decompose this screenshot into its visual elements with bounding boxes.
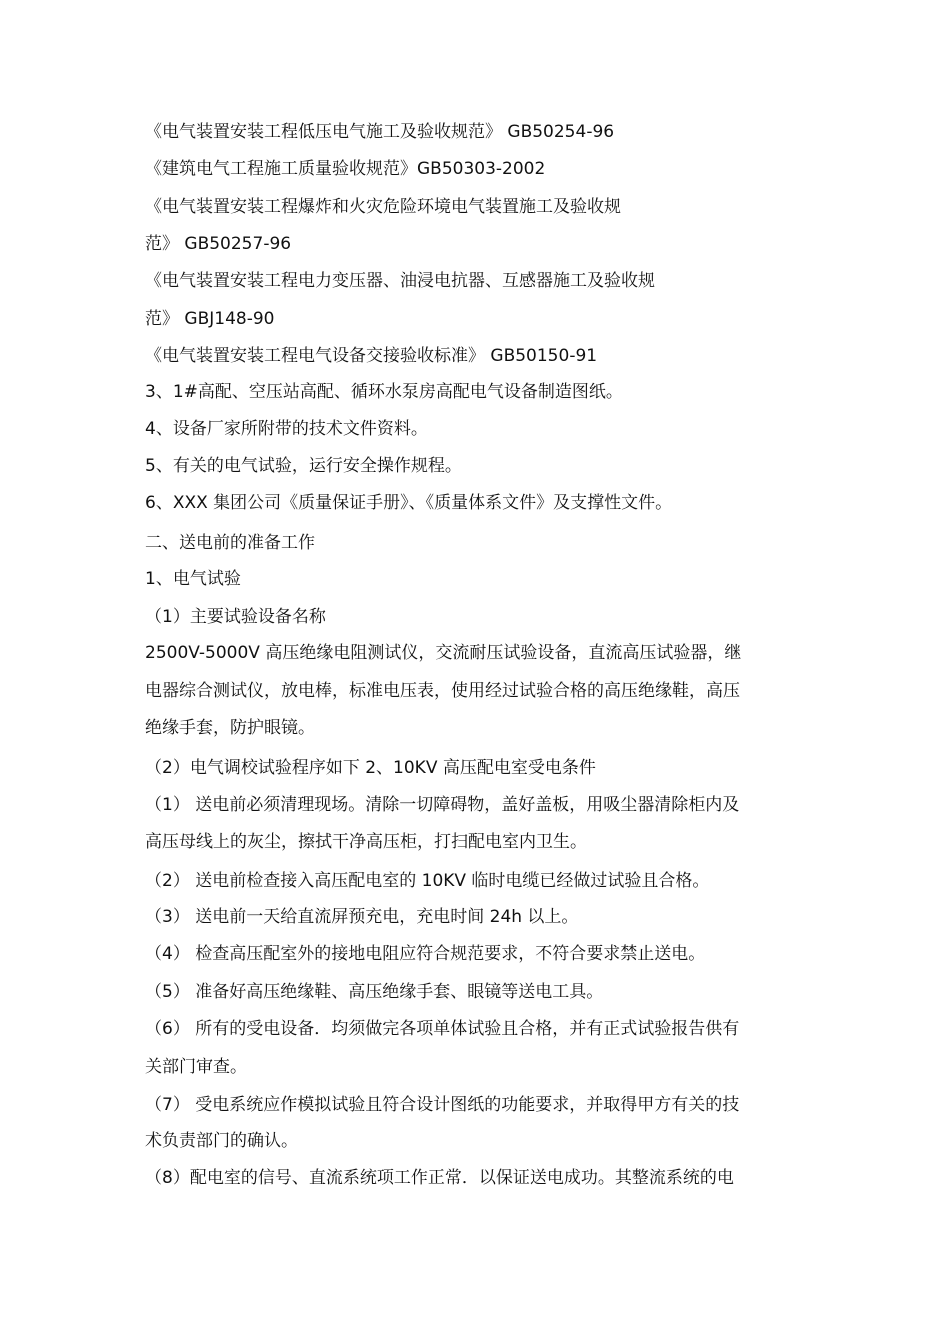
text-line: 《电气装置安装工程电力变压器、油浸电抗器、互感器施工及验收规 [145, 271, 655, 291]
text-line: 《建筑电气工程施工质量验收规范》GB50303-2002 [145, 159, 546, 179]
text-line: 术负责部门的确认。 [145, 1131, 298, 1151]
text-line: 3、1#高配、空压站高配、循环水泵房高配电气设备制造图纸。 [145, 382, 623, 402]
subsection-heading: 1、电气试验 [145, 569, 241, 589]
text-line: （7） 受电系统应作模拟试验且符合设计图纸的功能要求，并取得甲方有关的技 [145, 1095, 740, 1115]
text-line: 2500V-5000V 高压绝缘电阻测试仪，交流耐压试验设备，直流高压试验器，继 [145, 643, 742, 663]
text-line: 范》 GBJ148-90 [145, 309, 275, 329]
text-line: 《电气装置安装工程低压电气施工及验收规范》 GB50254-96 [145, 122, 615, 142]
text-line: （8）配电室的信号、直流系统项工作正常．以保证送电成功。其整流系统的电 [145, 1168, 734, 1188]
text-line: 6、XXX 集团公司《质量保证手册》、《质量体系文件》及支撑性文件。 [145, 493, 673, 513]
text-line: （5） 准备好高压绝缘鞋、高压绝缘手套、眼镜等送电工具。 [145, 982, 604, 1002]
text-line: 关部门审查。 [145, 1057, 247, 1077]
text-line: 范》 GB50257-96 [145, 234, 292, 254]
text-line: 高压母线上的灰尘，擦拭干净高压柜，打扫配电室内卫生。 [145, 832, 587, 852]
text-line: （1）主要试验设备名称 [145, 607, 326, 627]
text-line: 5、有关的电气试验，运行安全操作规程。 [145, 456, 462, 476]
text-line: （6） 所有的受电设备．均须做完各项单体试验且合格，并有正式试验报告供有 [145, 1019, 740, 1039]
text-line: 电器综合测试仪，放电棒，标准电压表，使用经过试验合格的高压绝缘鞋，高压 [145, 681, 740, 701]
text-line: 《电气装置安装工程爆炸和火灾危险环境电气装置施工及验收规 [145, 197, 621, 217]
text-line: （3） 送电前一天给直流屏预充电，充电时间 24h 以上。 [145, 907, 579, 927]
text-line: （2）电气调校试验程序如下 2、10KV 高压配电室受电条件 [145, 758, 596, 778]
text-line: 4、设备厂家所附带的技术文件资料。 [145, 419, 428, 439]
text-line: （2） 送电前检查接入高压配电室的 10KV 临时电缆已经做过试验且合格。 [145, 871, 710, 891]
text-line: （4） 检查高压配室外的接地电阻应符合规范要求，不符合要求禁止送电。 [145, 944, 706, 964]
text-line: （1） 送电前必须清理现场。清除一切障碍物，盖好盖板，用吸尘器清除柜内及 [145, 795, 740, 815]
text-line: 绝缘手套，防护眼镜。 [145, 718, 315, 738]
text-line: 《电气装置安装工程电气设备交接验收标准》 GB50150-91 [145, 346, 598, 366]
section-heading: 二、送电前的准备工作 [145, 533, 315, 553]
